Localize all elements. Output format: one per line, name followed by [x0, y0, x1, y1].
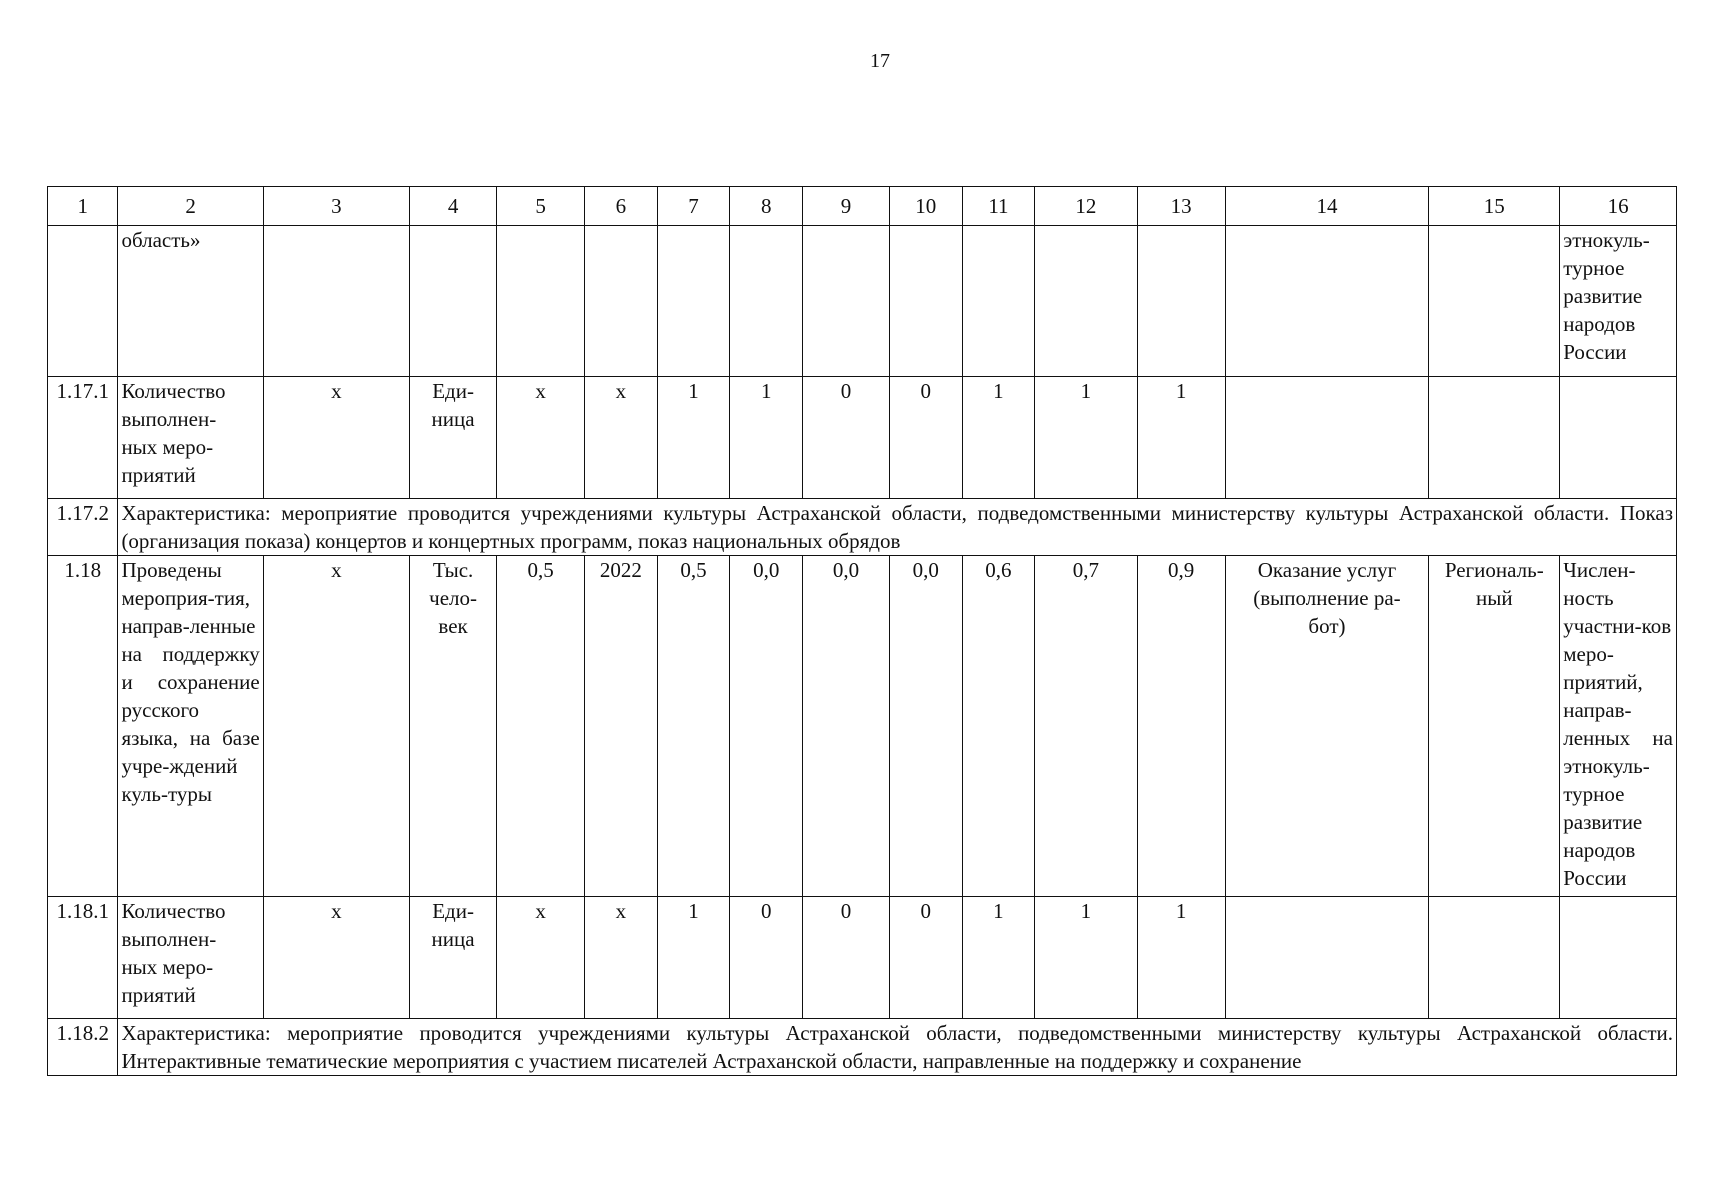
column-header: 8 — [730, 187, 803, 226]
cell-c10: 0 — [889, 377, 962, 499]
cell-name: Количество выполнен- ных меро- приятий — [118, 377, 263, 499]
cell-c10: 0 — [889, 897, 962, 1019]
column-header: 11 — [962, 187, 1035, 226]
cell-c13: 1 — [1137, 897, 1225, 1019]
cell-name: Количество выполнен- ных меро- приятий — [118, 897, 263, 1019]
cell-c13: 1 — [1137, 377, 1225, 499]
cell-number: 1.17.2 — [48, 499, 118, 556]
cell-empty — [48, 226, 118, 377]
cell-c12: 0,7 — [1035, 556, 1137, 897]
column-header: 10 — [889, 187, 962, 226]
cell-c7: 1 — [657, 897, 730, 1019]
table-row-continuation — [48, 226, 1677, 377]
page-number: 17 — [870, 50, 890, 72]
cell-c12: 1 — [1035, 377, 1137, 499]
column-header: 12 — [1035, 187, 1137, 226]
table-row-1-17-1 — [48, 377, 1677, 499]
cell-number: 1.18 — [48, 556, 118, 897]
column-header: 14 — [1225, 187, 1429, 226]
cell-indicator: Числен-ность участни-ков меро-приятий, направ-ленных на этнокуль-турное развитие народов России — [1560, 556, 1677, 897]
column-header: 1 — [48, 187, 118, 226]
table-row-1-18 — [48, 556, 1677, 897]
cell-unit: Еди- ница — [410, 897, 497, 1019]
column-header: 3 — [263, 187, 409, 226]
cell-c5: х — [497, 897, 585, 1019]
cell-c10: 0,0 — [889, 556, 962, 897]
cell-number: 1.18.2 — [48, 1019, 118, 1076]
cell-c8: 0,0 — [730, 556, 803, 897]
column-header: 15 — [1429, 187, 1560, 226]
cell-c7: 1 — [657, 377, 730, 499]
cell-c7: 0,5 — [657, 556, 730, 897]
cell-c8: 1 — [730, 377, 803, 499]
column-header: 5 — [497, 187, 585, 226]
cell-c13: 0,9 — [1137, 556, 1225, 897]
cell-level: Региональ- ный — [1429, 556, 1560, 897]
cell-unit: Тыс. чело- век — [410, 556, 497, 897]
column-header: 9 — [803, 187, 890, 226]
cell-characteristic: Характеристика: мероприятие проводится учреждениями культуры Астраханской области, подведомственными министерству культуры Астраханской области. Показ (организация показа) концертов и концертных программ, показ национальных обрядов — [118, 499, 1677, 556]
column-number-header-row — [48, 187, 1677, 226]
cell-characteristic: Характеристика: мероприятие проводится учреждениями культуры Астраханской области, подведомственными министерству культуры Астраханской области. Интерактивные тематические мероприятия с участием писателей Астраханской области, направленные на поддержку и сохранение — [118, 1019, 1677, 1076]
cell-name: Проведены мероприя-тия, направ-ленные на поддержку и сохранение русского языка, на базе учре-ждений куль-туры — [118, 556, 263, 897]
cell-c6: х — [585, 897, 658, 1019]
cell-c5: 0,5 — [497, 556, 585, 897]
cell-c3: х — [263, 377, 409, 499]
table-row-1-18-2 — [48, 1019, 1677, 1076]
cell-c9: 0 — [803, 897, 890, 1019]
cell-c9: 0,0 — [803, 556, 890, 897]
column-header: 13 — [1137, 187, 1225, 226]
column-header: 2 — [118, 187, 263, 226]
cell-c9: 0 — [803, 377, 890, 499]
cell-c5: х — [497, 377, 585, 499]
table-row-1-17-2 — [48, 499, 1677, 556]
cell-unit: Еди- ница — [410, 377, 497, 499]
cell-c11: 1 — [962, 377, 1035, 499]
cell-number: 1.18.1 — [48, 897, 118, 1019]
cell-indicator: этнокуль- турное развитие народов России — [1560, 226, 1677, 377]
column-header: 6 — [585, 187, 658, 226]
cell-name: область» — [118, 226, 263, 377]
program-table — [47, 186, 1677, 1076]
table-row-1-18-1 — [48, 897, 1677, 1019]
cell-number: 1.17.1 — [48, 377, 118, 499]
cell-c6: 2022 — [585, 556, 658, 897]
column-header: 16 — [1560, 187, 1677, 226]
column-header: 4 — [410, 187, 497, 226]
cell-c11: 1 — [962, 897, 1035, 1019]
cell-type: Оказание услуг (выполнение ра- бот) — [1225, 556, 1429, 897]
cell-c8: 0 — [730, 897, 803, 1019]
cell-c6: х — [585, 377, 658, 499]
cell-c11: 0,6 — [962, 556, 1035, 897]
cell-c3: х — [263, 897, 409, 1019]
cell-c3: х — [263, 556, 409, 897]
column-header: 7 — [657, 187, 730, 226]
cell-c12: 1 — [1035, 897, 1137, 1019]
